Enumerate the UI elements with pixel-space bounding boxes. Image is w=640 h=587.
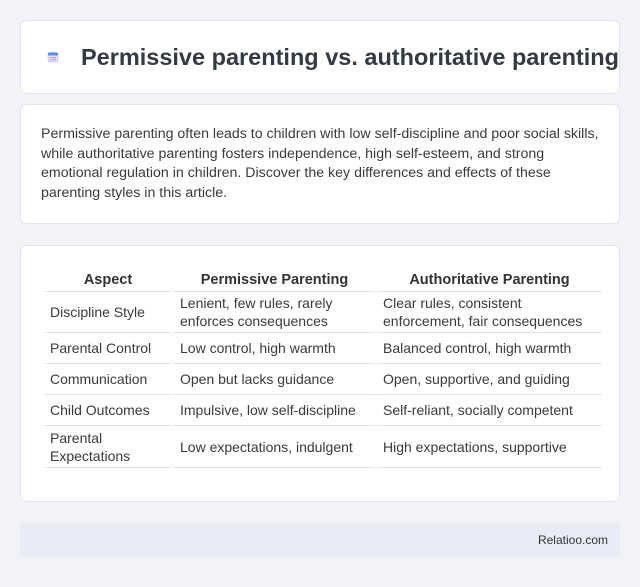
row-authoritative: Clear rules, consistent enforcement, fair consequences — [377, 292, 602, 333]
header-aspect: Aspect — [44, 262, 172, 292]
title-card — [20, 20, 620, 94]
row-authoritative: Open, supportive, and guiding — [377, 364, 602, 395]
footer-brand-link[interactable]: Relatioo.com — [537, 532, 608, 547]
row-authoritative: Balanced control, high warmth — [377, 333, 602, 364]
row-permissive: Impulsive, low self-discipline — [174, 395, 375, 426]
header-permissive: Permissive Parenting — [174, 262, 375, 292]
table-row — [44, 292, 602, 333]
row-aspect: Parental Control — [44, 333, 172, 364]
row-authoritative: Self-reliant, socially competent — [377, 395, 602, 426]
footer — [20, 522, 620, 557]
row-aspect: Discipline Style — [44, 292, 172, 333]
row-aspect: Parental Expectations — [44, 426, 172, 468]
row-permissive: Lenient, few rules, rarely enforces consequences — [174, 292, 375, 333]
header-authoritative: Authoritative Parenting — [377, 262, 602, 292]
row-aspect: Child Outcomes — [44, 395, 172, 426]
table-row — [44, 426, 602, 468]
row-permissive: Low expectations, indulgent — [174, 426, 375, 468]
calendar-icon — [47, 45, 59, 69]
comparison-card — [20, 245, 620, 502]
table-row — [44, 395, 602, 426]
intro-card — [20, 104, 620, 224]
table-row — [44, 333, 602, 364]
row-permissive: Low control, high warmth — [174, 333, 375, 364]
row-aspect: Communication — [44, 364, 172, 395]
intro-paragraph: Permissive parenting often leads to children with low self-discipline and poor social skills, while authoritative parenting fosters independence, high self-esteem, and strong emotional regulation in children. Discover the key differences and effects of these parenting styles in this article. — [41, 126, 599, 201]
row-permissive: Open but lacks guidance — [174, 364, 375, 395]
row-authoritative: High expectations, supportive — [377, 426, 602, 468]
table-row — [44, 364, 602, 395]
page-title: Permissive parenting vs. authoritative parenting — [80, 43, 619, 70]
comparison-table — [42, 262, 604, 468]
table-header-row — [44, 262, 602, 292]
